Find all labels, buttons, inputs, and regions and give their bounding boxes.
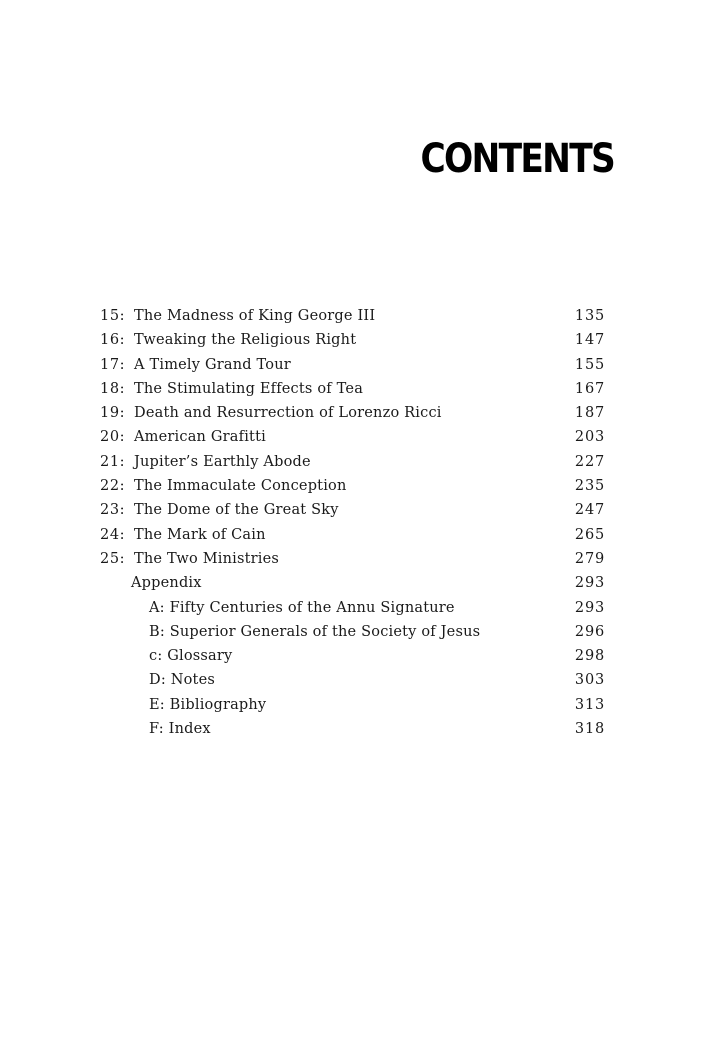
page-number: 147 xyxy=(574,332,605,349)
page-number: 265 xyxy=(574,526,605,543)
chapter-number: 23: xyxy=(100,502,126,519)
toc-entry-appendix-b[interactable] xyxy=(0,620,710,644)
page-title: CONTENTS xyxy=(420,136,614,182)
toc-entry-chapter-22[interactable] xyxy=(0,474,710,498)
chapter-title: American Grafitti xyxy=(134,429,266,446)
toc-entry-appendix-a[interactable] xyxy=(0,596,710,620)
page-number: 296 xyxy=(574,623,605,640)
page-number: 247 xyxy=(574,502,605,519)
chapter-number: 24: xyxy=(100,526,126,543)
page-number: 155 xyxy=(574,356,605,373)
chapter-number: 19: xyxy=(100,405,126,422)
chapter-number: 18: xyxy=(100,380,126,397)
toc-entry-appendix[interactable] xyxy=(0,571,710,595)
appendix-item-title: c: Glossary xyxy=(149,648,233,665)
toc-entry-chapter-23[interactable] xyxy=(0,498,710,522)
page-number: 293 xyxy=(574,599,605,616)
chapter-title: Tweaking the Religious Right xyxy=(134,332,357,349)
chapter-title: The Dome of the Great Sky xyxy=(134,502,339,519)
appendix-item-title: F: Index xyxy=(149,721,211,738)
chapter-number: 17: xyxy=(100,356,126,373)
toc-entry-chapter-16[interactable] xyxy=(0,328,710,352)
toc-entry-appendix-f[interactable] xyxy=(0,717,710,741)
chapter-title: The Mark of Cain xyxy=(134,526,266,543)
appendix-item-title: A: Fifty Centuries of the Annu Signature xyxy=(149,599,455,616)
chapter-number: 16: xyxy=(100,332,126,349)
chapter-title: Death and Resurrection of Lorenzo Ricci xyxy=(134,405,442,422)
toc-entry-appendix-c[interactable] xyxy=(0,644,710,668)
table-of-contents xyxy=(0,304,710,741)
appendix-item-title: E: Bibliography xyxy=(149,696,267,713)
chapter-title: The Two Ministries xyxy=(134,550,280,567)
page-number: 303 xyxy=(574,672,605,689)
toc-entry-chapter-21[interactable] xyxy=(0,450,710,474)
toc-entry-chapter-24[interactable] xyxy=(0,523,710,547)
toc-entry-appendix-d[interactable] xyxy=(0,668,710,692)
chapter-title: The Madness of King George III xyxy=(134,308,376,324)
toc-entry-chapter-19[interactable] xyxy=(0,401,710,425)
chapter-title: The Immaculate Conception xyxy=(134,478,347,495)
page-number: 203 xyxy=(574,429,605,446)
page-number: 167 xyxy=(574,380,605,397)
page-number: 298 xyxy=(574,648,605,665)
chapter-title: A Timely Grand Tour xyxy=(134,356,291,373)
toc-entry-chapter-18[interactable] xyxy=(0,377,710,401)
page-number: 318 xyxy=(574,721,605,738)
chapter-title: Jupiter’s Earthly Abode xyxy=(134,453,311,470)
toc-entry-chapter-25[interactable] xyxy=(0,547,710,571)
appendix-item-title: B: Superior Generals of the Society of Jesus xyxy=(149,623,481,640)
page-number: 235 xyxy=(574,478,605,495)
page-number: 313 xyxy=(574,696,605,713)
page-number: 227 xyxy=(574,453,605,470)
chapter-number: 15: xyxy=(100,308,126,324)
chapter-number: 25: xyxy=(100,550,126,567)
page-number: 293 xyxy=(574,575,605,592)
toc-entry-chapter-15[interactable] xyxy=(0,304,710,328)
page-number: 187 xyxy=(574,405,605,422)
page-number: 135 xyxy=(574,308,605,324)
toc-entry-chapter-17[interactable] xyxy=(0,353,710,377)
chapter-number: 20: xyxy=(100,429,126,446)
chapter-title: The Stimulating Effects of Tea xyxy=(134,380,364,397)
toc-entry-appendix-e[interactable] xyxy=(0,693,710,717)
toc-entry-chapter-20[interactable] xyxy=(0,425,710,449)
appendix-title: Appendix xyxy=(131,575,202,592)
appendix-item-title: D: Notes xyxy=(149,672,215,689)
chapter-number: 21: xyxy=(100,453,126,470)
page-number: 279 xyxy=(574,550,605,567)
chapter-number: 22: xyxy=(100,478,126,495)
